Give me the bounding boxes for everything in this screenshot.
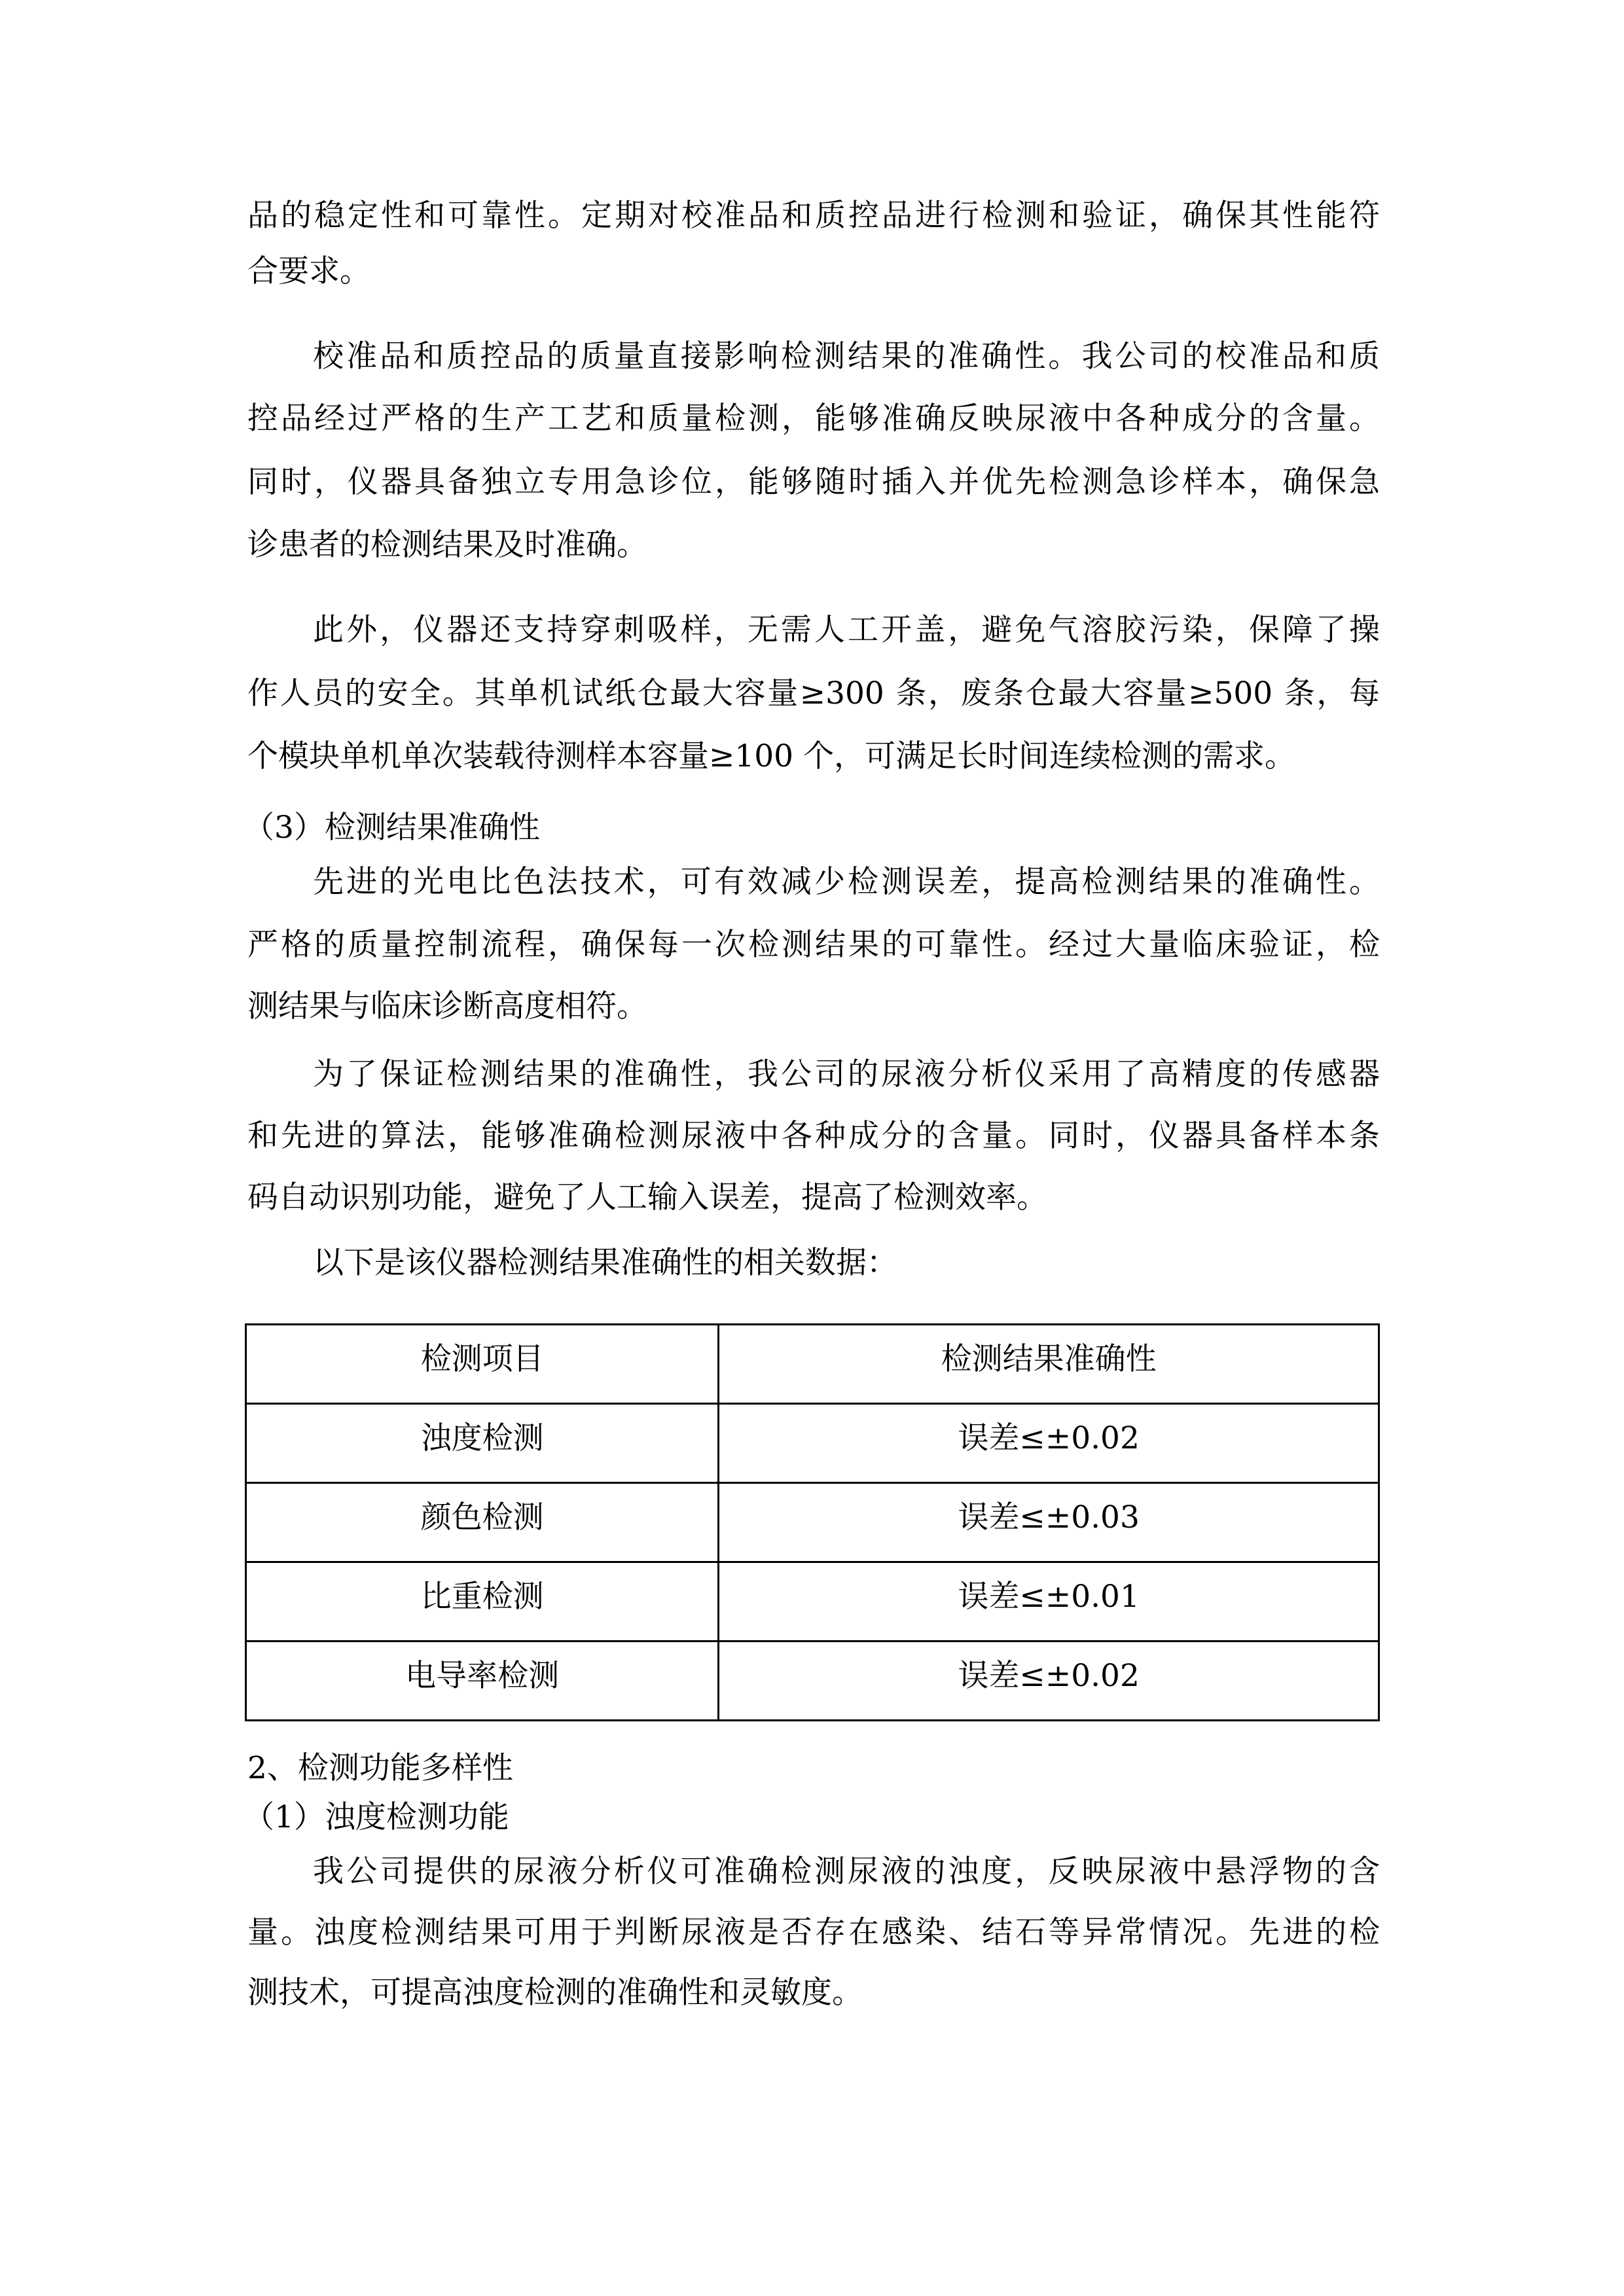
table-cell-item: 颜色检测 — [246, 1483, 719, 1562]
body-line: 严格的质量控制流程，确保每一次检测结果的可靠性。经过大量临床验证，检 — [247, 927, 1380, 963]
table-row — [246, 1483, 1379, 1562]
table-header-cell: 检测结果准确性 — [719, 1325, 1379, 1404]
body-line: 先进的光电比色法技术，可有效减少检测误差，提高检测结果的准确性。 — [313, 864, 1380, 900]
body-line: 测技术，可提高浊度检测的准确性和灵敏度。 — [247, 1975, 863, 2011]
table-row — [246, 1641, 1379, 1721]
body-line: 个模块单机单次装载待测样本容量≥100 个，可满足长时间连续检测的需求。 — [247, 738, 1296, 774]
body-line: 测结果与临床诊断高度相符。 — [247, 988, 647, 1024]
body-line: 诊患者的检测结果及时准确。 — [247, 527, 647, 563]
body-line: 作人员的安全。其单机试纸仓最大容量≥300 条，废条仓最大容量≥500 条，每 — [247, 675, 1380, 711]
body-line: 为了保证检测结果的准确性，我公司的尿液分析仪采用了高精度的传感器 — [313, 1056, 1380, 1092]
table-cell-accuracy: 误差≤±0.02 — [719, 1404, 1379, 1483]
body-line: 此外，仪器还支持穿刺吸样，无需人工开盖，避免气溶胶污染，保障了操 — [313, 612, 1380, 648]
body-line: 品的稳定性和可靠性。定期对校准品和质控品进行检测和验证，确保其性能符 — [247, 198, 1380, 234]
table-cell-item: 比重检测 — [246, 1562, 719, 1641]
table-cell-accuracy: 误差≤±0.01 — [719, 1562, 1379, 1641]
body-line: 我公司提供的尿液分析仪可准确检测尿液的浊度，反映尿液中悬浮物的含 — [313, 1854, 1380, 1890]
table-cell-item: 电导率检测 — [246, 1641, 719, 1721]
table-intro: 以下是该仪器检测结果准确性的相关数据： — [313, 1245, 897, 1281]
table-cell-item: 浊度检测 — [246, 1404, 719, 1483]
section-heading: （3）检测结果准确性 — [244, 810, 540, 846]
table-header-row — [246, 1325, 1379, 1404]
subsection-heading: （1）浊度检测功能 — [244, 1799, 509, 1835]
table-row — [246, 1404, 1379, 1483]
table-cell-accuracy: 误差≤±0.03 — [719, 1483, 1379, 1562]
table-row — [246, 1562, 1379, 1641]
section-heading: 2、检测功能多样性 — [247, 1750, 513, 1786]
accuracy-table — [245, 1323, 1380, 1721]
body-line: 码自动识别功能，避免了人工输入误差，提高了检测效率。 — [247, 1179, 1047, 1215]
body-line: 校准品和质控品的质量直接影响检测结果的准确性。我公司的校准品和质 — [313, 338, 1380, 374]
body-line: 合要求。 — [247, 253, 370, 289]
body-line: 量。浊度检测结果可用于判断尿液是否存在感染、结石等异常情况。先进的检 — [247, 1914, 1380, 1950]
body-line: 同时，仪器具备独立专用急诊位，能够随时插入并优先检测急诊样本，确保急 — [247, 464, 1380, 500]
body-line: 和先进的算法，能够准确检测尿液中各种成分的含量。同时，仪器具备样本条 — [247, 1118, 1380, 1154]
body-line: 控品经过严格的生产工艺和质量检测，能够准确反映尿液中各种成分的含量。 — [247, 401, 1380, 437]
table-header-cell: 检测项目 — [246, 1325, 719, 1404]
table-cell-accuracy: 误差≤±0.02 — [719, 1641, 1379, 1721]
